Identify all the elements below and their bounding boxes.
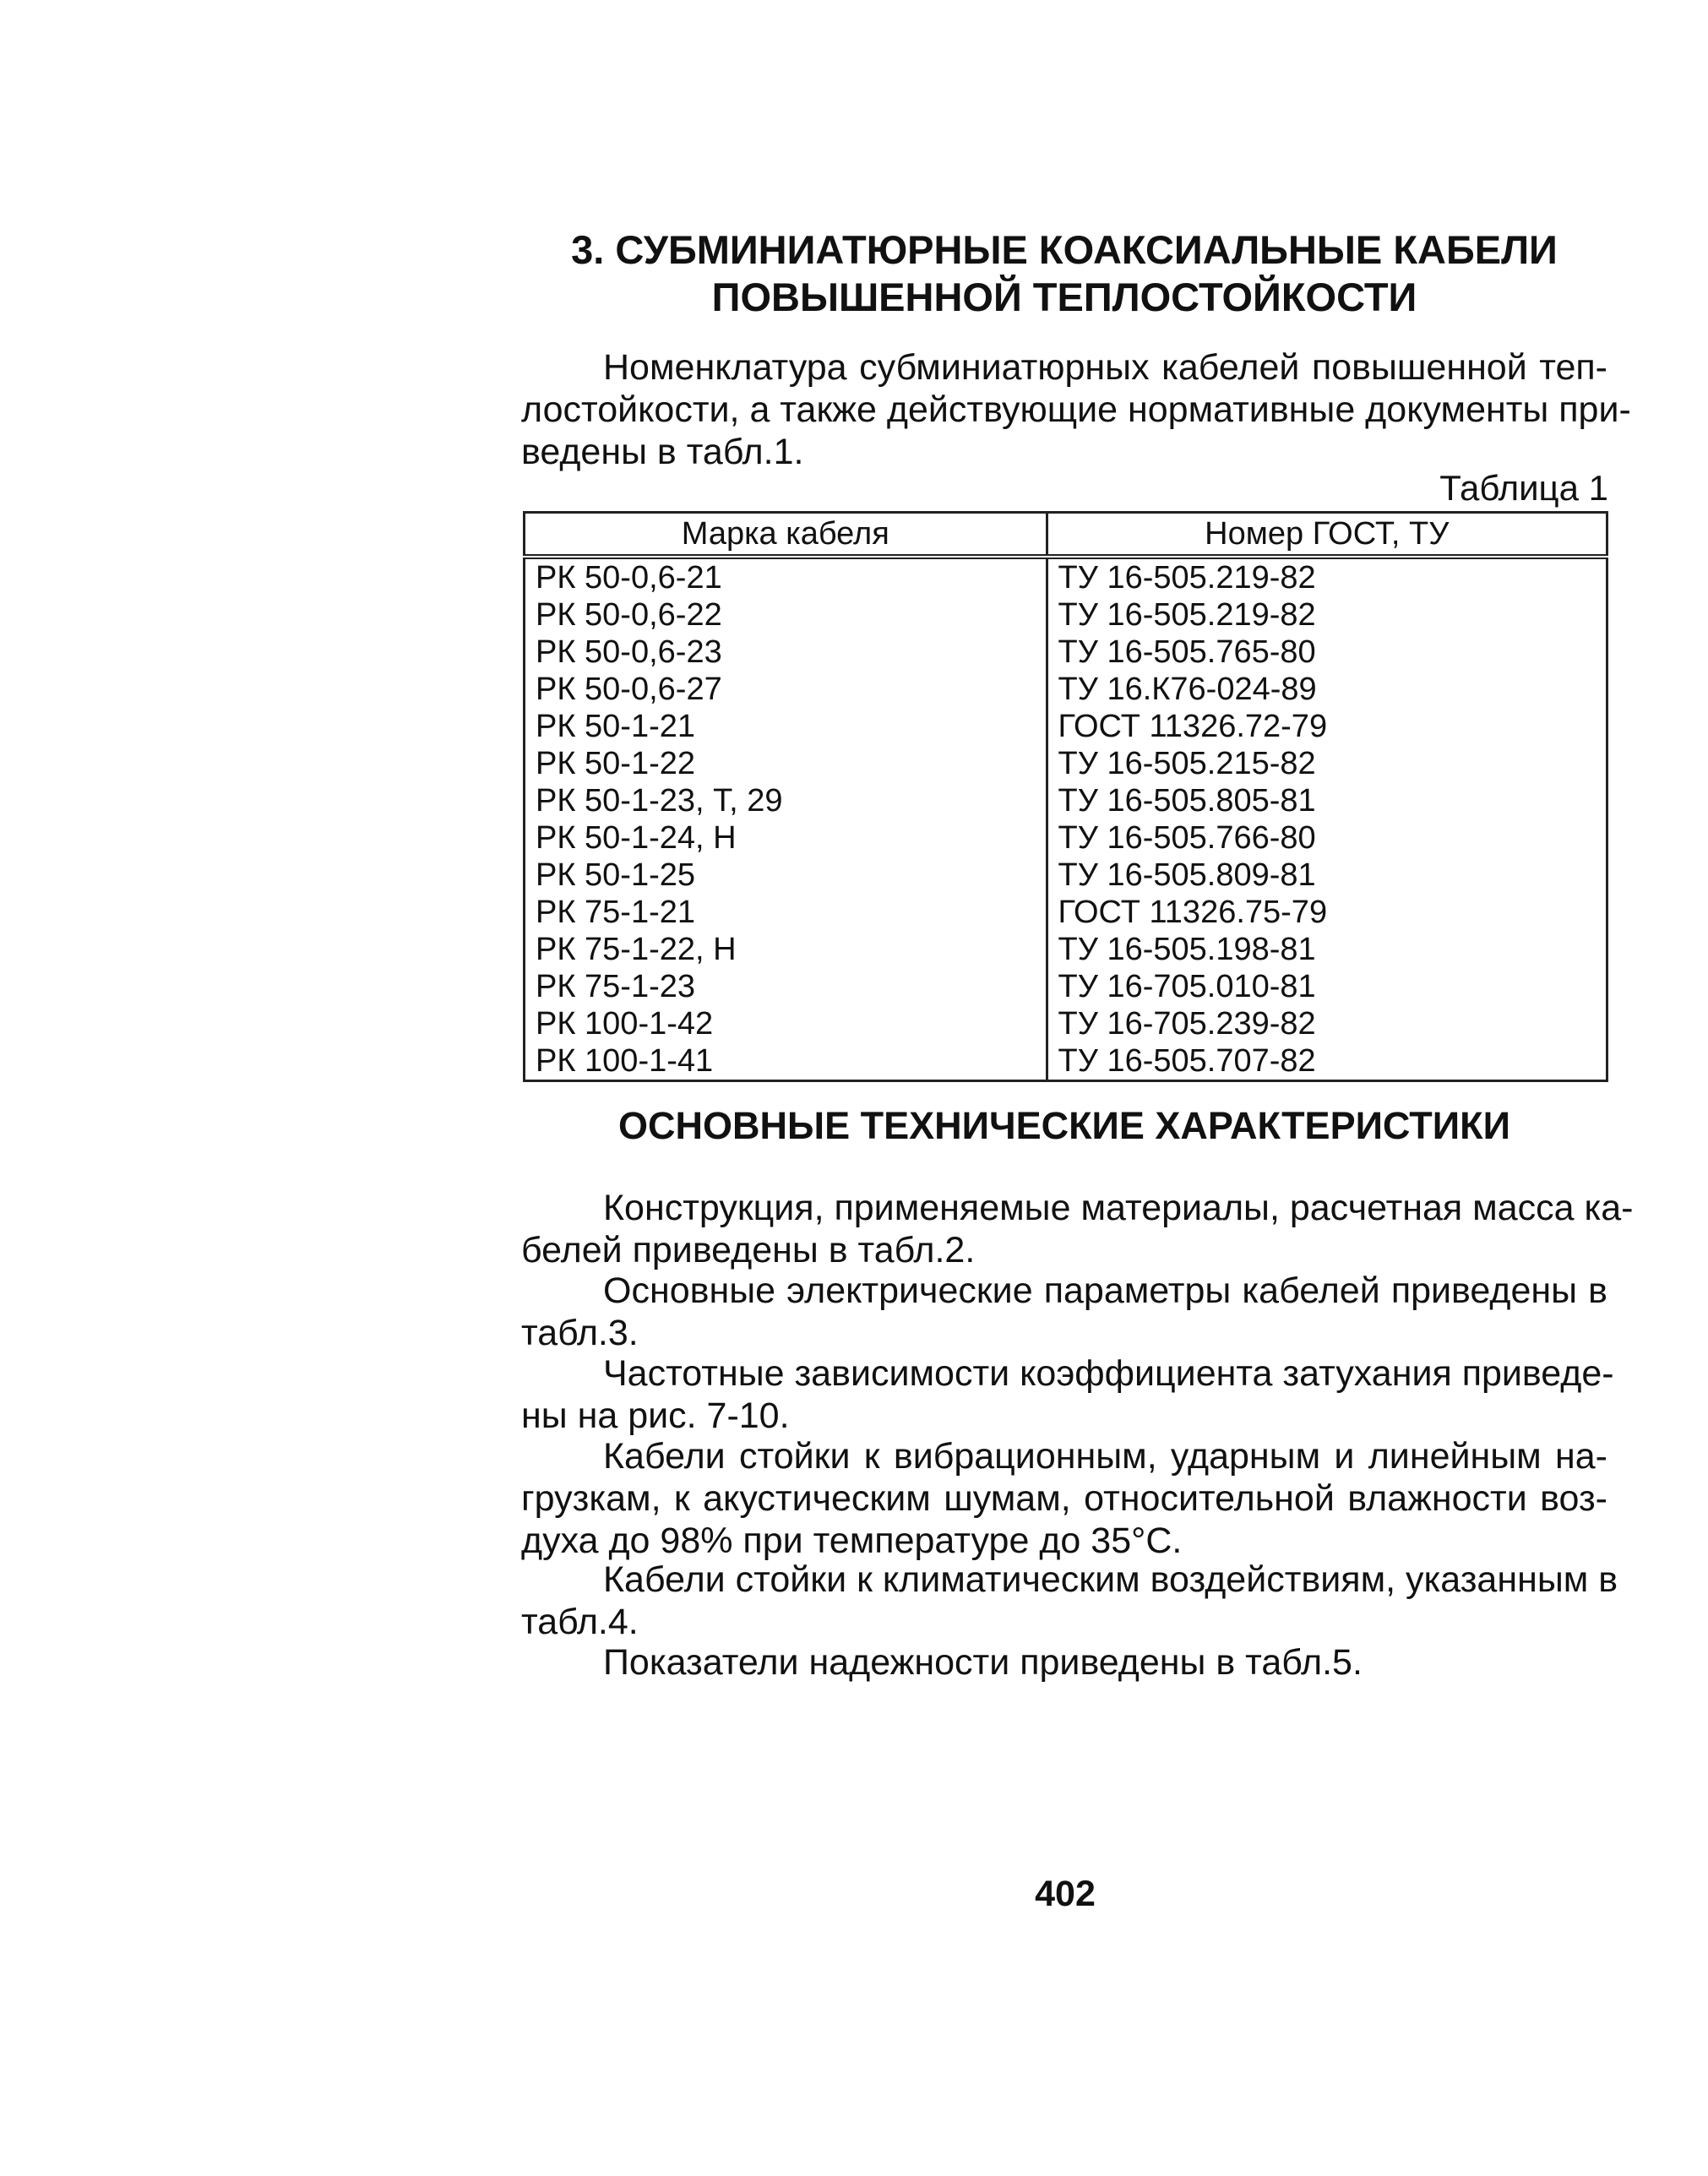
table-row [525,968,1607,1005]
intro-line-1: Номенклатура субминиатюрных кабелей повышенной теп- [603,347,1607,388]
cable-table [523,511,1608,1082]
section-title-line-2: ПОВЫШЕННОЙ ТЕПЛОСТОЙКОСТИ [711,275,1417,319]
table-row [525,931,1607,968]
section-title [515,226,1613,321]
cable-brand-cell: РК 50-0,6-23 [525,634,1047,671]
standard-number-cell: ТУ 16-705.010-81 [1047,968,1607,1005]
cable-brand-cell: РК 75-1-21 [525,894,1047,931]
table-row [525,557,1607,596]
body-p4-line-3: духа до 98% при температуре до 35°С. [521,1520,1183,1561]
cable-brand-cell: РК 75-1-23 [525,968,1047,1005]
standard-number-cell: ТУ 16-505.219-82 [1047,557,1607,596]
standard-number-cell: ТУ 16-705.239-82 [1047,1005,1607,1042]
standard-number-cell: ГОСТ 11326.72-79 [1047,708,1607,745]
characteristics-heading: ОСНОВНЫЕ ТЕХНИЧЕСКИЕ ХАРАКТЕРИСТИКИ [618,1104,1510,1147]
table-row [525,857,1607,894]
body-p1-line-2: белей приведены в табл.2. [521,1230,976,1270]
table-row [525,782,1607,819]
cable-brand-cell: РК 50-0,6-21 [525,557,1047,596]
body-p3-line-2: ны на рис. 7-10. [521,1395,790,1436]
body-p3-line-1: Частотные зависимости коэффициента затухания приведе- [603,1353,1614,1394]
cable-brand-cell: РК 100-1-42 [525,1005,1047,1042]
cable-brand-cell: РК 50-0,6-22 [525,596,1047,634]
table-header-row [525,513,1607,558]
body-p5-line-2: табл.4. [521,1602,639,1642]
table-row [525,634,1607,671]
body-paragraph-2 [521,1270,1607,1354]
cable-brand-cell: РК 75-1-22, Н [525,931,1047,968]
intro-paragraph [521,346,1631,473]
standard-number-cell: ТУ 16-505.805-81 [1047,782,1607,819]
cable-brand-cell: РК 50-1-23, Т, 29 [525,782,1047,819]
body-p4-line-1: Кабели стойки к вибрационным, ударным и линейным на- [603,1436,1607,1477]
cable-brand-cell: РК 50-0,6-27 [525,671,1047,708]
cable-brand-cell: РК 50-1-21 [525,708,1047,745]
standard-number-cell: ТУ 16-505.198-81 [1047,931,1607,968]
table-row [525,671,1607,708]
header-standard-number: Номер ГОСТ, ТУ [1047,513,1607,558]
table-row [525,708,1607,745]
table-caption: Таблица 1 [1439,468,1608,508]
body-paragraph-4 [521,1435,1607,1562]
section-title-line-1: 3. СУБМИНИАТЮРНЫЕ КОАКСИАЛЬНЫЕ КАБЕЛИ [571,227,1558,272]
body-p5-line-1: Кабели стойки к климатическим воздействиям, указанным в [603,1559,1618,1600]
body-paragraph-3 [521,1352,1614,1437]
body-paragraph-5 [521,1559,1618,1643]
intro-line-3: ведены в табл.1. [521,432,804,472]
intro-line-2: лостойкости, а также действующие нормативные документы при- [521,389,1631,430]
table-row [525,819,1607,857]
standard-number-cell: ТУ 16-505.809-81 [1047,857,1607,894]
body-p1-line-1: Конструкция, применяемые материалы, расчетная масса ка- [603,1188,1634,1228]
body-p6-line-1: Показатели надежности приведены в табл.5. [603,1642,1363,1683]
standard-number-cell: ТУ 16-505.219-82 [1047,596,1607,634]
cable-brand-cell: РК 50-1-24, Н [525,819,1047,857]
page-number: 402 [1035,1874,1096,1914]
cable-brand-cell: РК 100-1-41 [525,1042,1047,1081]
header-cable-brand: Марка кабеля [525,513,1047,558]
body-p2-line-2: табл.3. [521,1313,639,1353]
body-p4-line-2: грузкам, к акустическим шумам, относительной влажности воз- [521,1478,1607,1519]
standard-number-cell: ТУ 16.К76-024-89 [1047,671,1607,708]
body-p2-line-1: Основные электрические параметры кабелей приведены в [603,1270,1607,1311]
table-row [525,1005,1607,1042]
cable-brand-cell: РК 50-1-22 [525,745,1047,782]
body-paragraph-1 [521,1187,1634,1271]
cable-brand-cell: РК 50-1-25 [525,857,1047,894]
table-row [525,1042,1607,1081]
table-row [525,894,1607,931]
table-row [525,745,1607,782]
standard-number-cell: ТУ 16-505.707-82 [1047,1042,1607,1081]
standard-number-cell: ТУ 16-505.766-80 [1047,819,1607,857]
table-row [525,596,1607,634]
standard-number-cell: ТУ 16-505.215-82 [1047,745,1607,782]
standard-number-cell: ТУ 16-505.765-80 [1047,634,1607,671]
body-paragraph-6 [521,1641,1607,1684]
standard-number-cell: ГОСТ 11326.75-79 [1047,894,1607,931]
